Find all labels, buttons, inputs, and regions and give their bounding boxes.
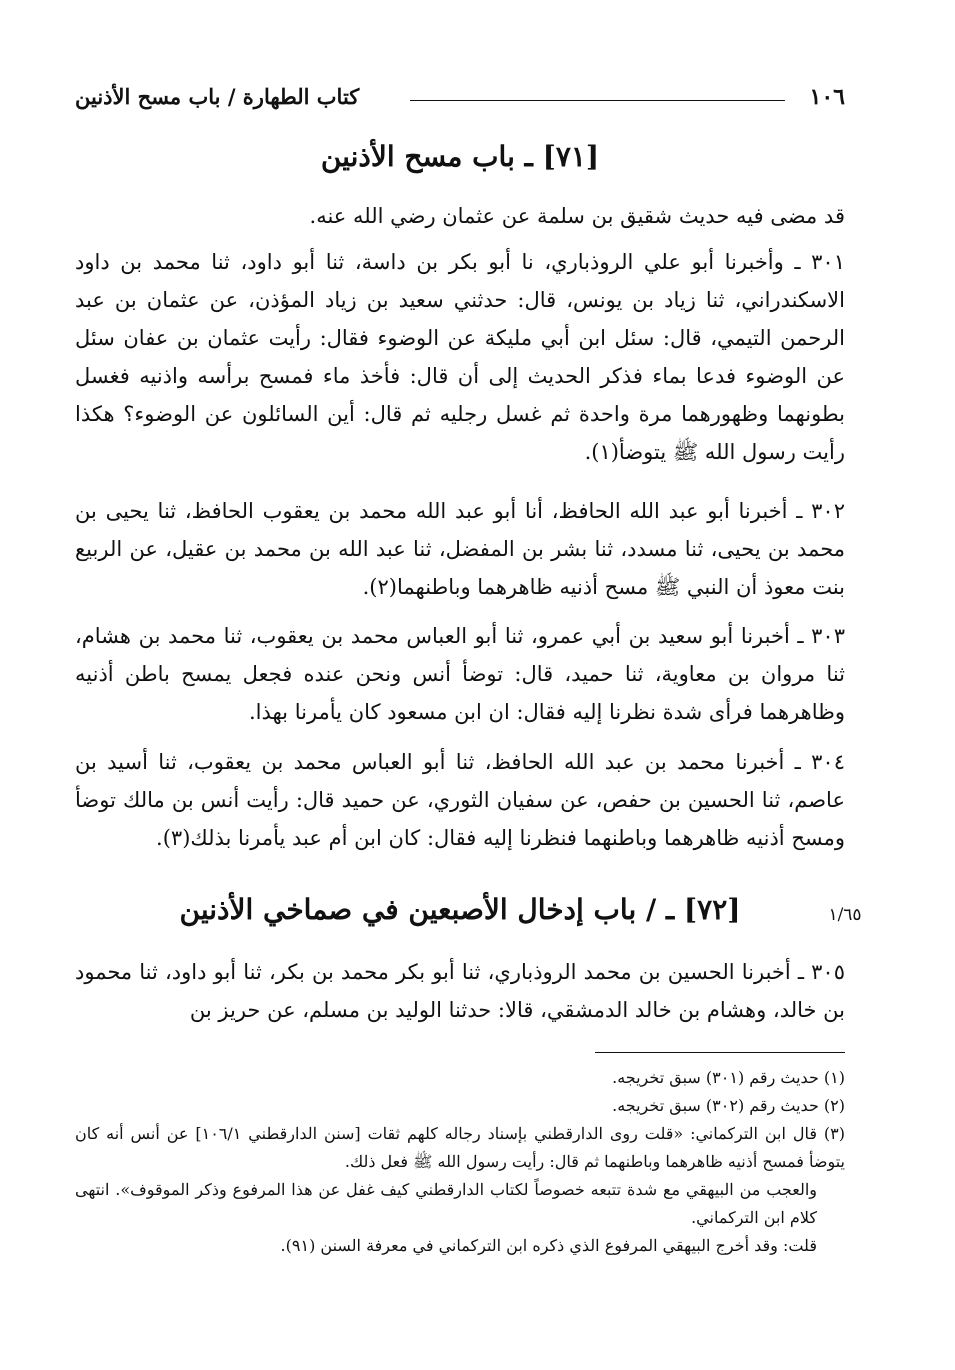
hadith-301: ٣٠١ ـ وأخبرنا أبو علي الروذباري، نا أبو بكر بن داسة، ثنا أبو داود، ثنا محمد بن داود الاسكندراني، ثنا زياد بن يونس، قال: حدثني سعيد بن زياد المؤذن، عن عثمان بن عبد الرحمن التيمي، قال: سئل ابن أبي مليكة عن الوضوء فقال: رأيت عثمان بن عفان سئل عن الوضوء فدعا بماء فذكر الحديث إلى أن قال: فأخذ ماء فمسح برأسه واذنيه فغسل بطونهما وظهورهما مرة واحدة ثم غسل رجليه ثم قال: أين السائلون عن الوضوء؟ هكذا رأيت رسول الله ﷺ يتوضأ(١). — [75, 250, 845, 464]
running-header — [75, 80, 845, 114]
footnote-3-continued: والعجب من البيهقي مع شدة تتبعه خصوصاً لكتاب الدارقطني كيف غفل عن هذا المرفوع وذكر الموقوف». انتهى كلام ابن التركماني. — [75, 1180, 817, 1227]
hadith-305: ٣٠٥ ـ أخبرنا الحسين بن محمد الروذباري، ثنا أبو بكر محمد بن بكر، ثنا أبو داود، ثنا محمود بن خالد، وهشام بن خالد الدمشقي، قالا: حدثنا الوليد بن مسلم، عن حريز بن — [75, 960, 845, 1022]
hadith-303: ٣٠٣ ـ أخبرنا أبو سعيد بن أبي عمرو، ثنا أبو العباس محمد بن يعقوب، ثنا محمد بن هشام، ثنا مروان بن معاوية، ثنا حميد، قال: توضأ أنس ونحن عنده فجعل يمسح باطن أذنيه وظاهرهما فرأى شدة نظرنا إليه فقال: ان ابن مسعود كان يأمرنا بهذا. — [75, 624, 845, 724]
chapter-heading-72: [٧٢] ـ / باب إدخال الأصبعين في صماخي الأذنين — [179, 893, 741, 926]
footnote-separator — [595, 1052, 845, 1053]
footnote-3: (٣) قال ابن التركماني: «قلت روى الدارقطني بإسناد رجاله كلهم ثقات [سنن الدارقطني ١٠٦/١] عن أنس أنه كان يتوضأ فمسح أذنيه ظاهرهما وباطنهما ثم قال: رأيت رسول الله ﷺ فعل ذلك. — [75, 1124, 846, 1171]
footnote-2: (٢) حديث رقم (٣٠٢) سبق تخريجه. — [612, 1096, 845, 1115]
page-number: ١٠٦ — [809, 84, 845, 110]
footnotes — [75, 1064, 845, 1260]
running-title: كتاب الطهارة / باب مسح الأذنين — [75, 84, 360, 109]
margin-reference: ١/٦٥ — [828, 905, 862, 925]
intro-paragraph: قد مضى فيه حديث شقيق بن سلمة عن عثمان رضي الله عنه. — [309, 204, 845, 228]
hadith-304: ٣٠٤ ـ أخبرنا محمد بن عبد الله الحافظ، ثنا أبو العباس محمد بن يعقوب، ثنا أسيد بن عاصم، ثنا الحسين بن حفص، عن سفيان الثوري، عن حميد قال: رأيت أنس بن مالك توضأ ومسح أذنيه ظاهرهما وباطنهما فنظرنا إليه فقال: كان ابن أم عبد يأمرنا بذلك(٣). — [75, 750, 845, 850]
hadith-302: ٣٠٢ ـ أخبرنا أبو عبد الله الحافظ، أنا أبو عبد الله محمد بن يعقوب الحافظ، ثنا يحيى بن محمد بن يحيى، ثنا مسدد، ثنا بشر بن المفضل، ثنا عبد الله بن محمد بن عقيل، عن الربيع بنت معوذ أن النبي ﷺ مسح أذنيه ظاهرهما وباطنهما(٢). — [75, 499, 845, 599]
chapter-heading-71: [٧١] ـ باب مسح الأذنين — [320, 140, 600, 173]
footnote-3-note: قلت: وقد أخرج البيهقي المرفوع الذي ذكره ابن التركماني في معرفة السنن (٩١). — [280, 1236, 817, 1255]
footnote-1: (١) حديث رقم (٣٠١) سبق تخريجه. — [612, 1068, 845, 1087]
header-rule — [410, 100, 785, 101]
